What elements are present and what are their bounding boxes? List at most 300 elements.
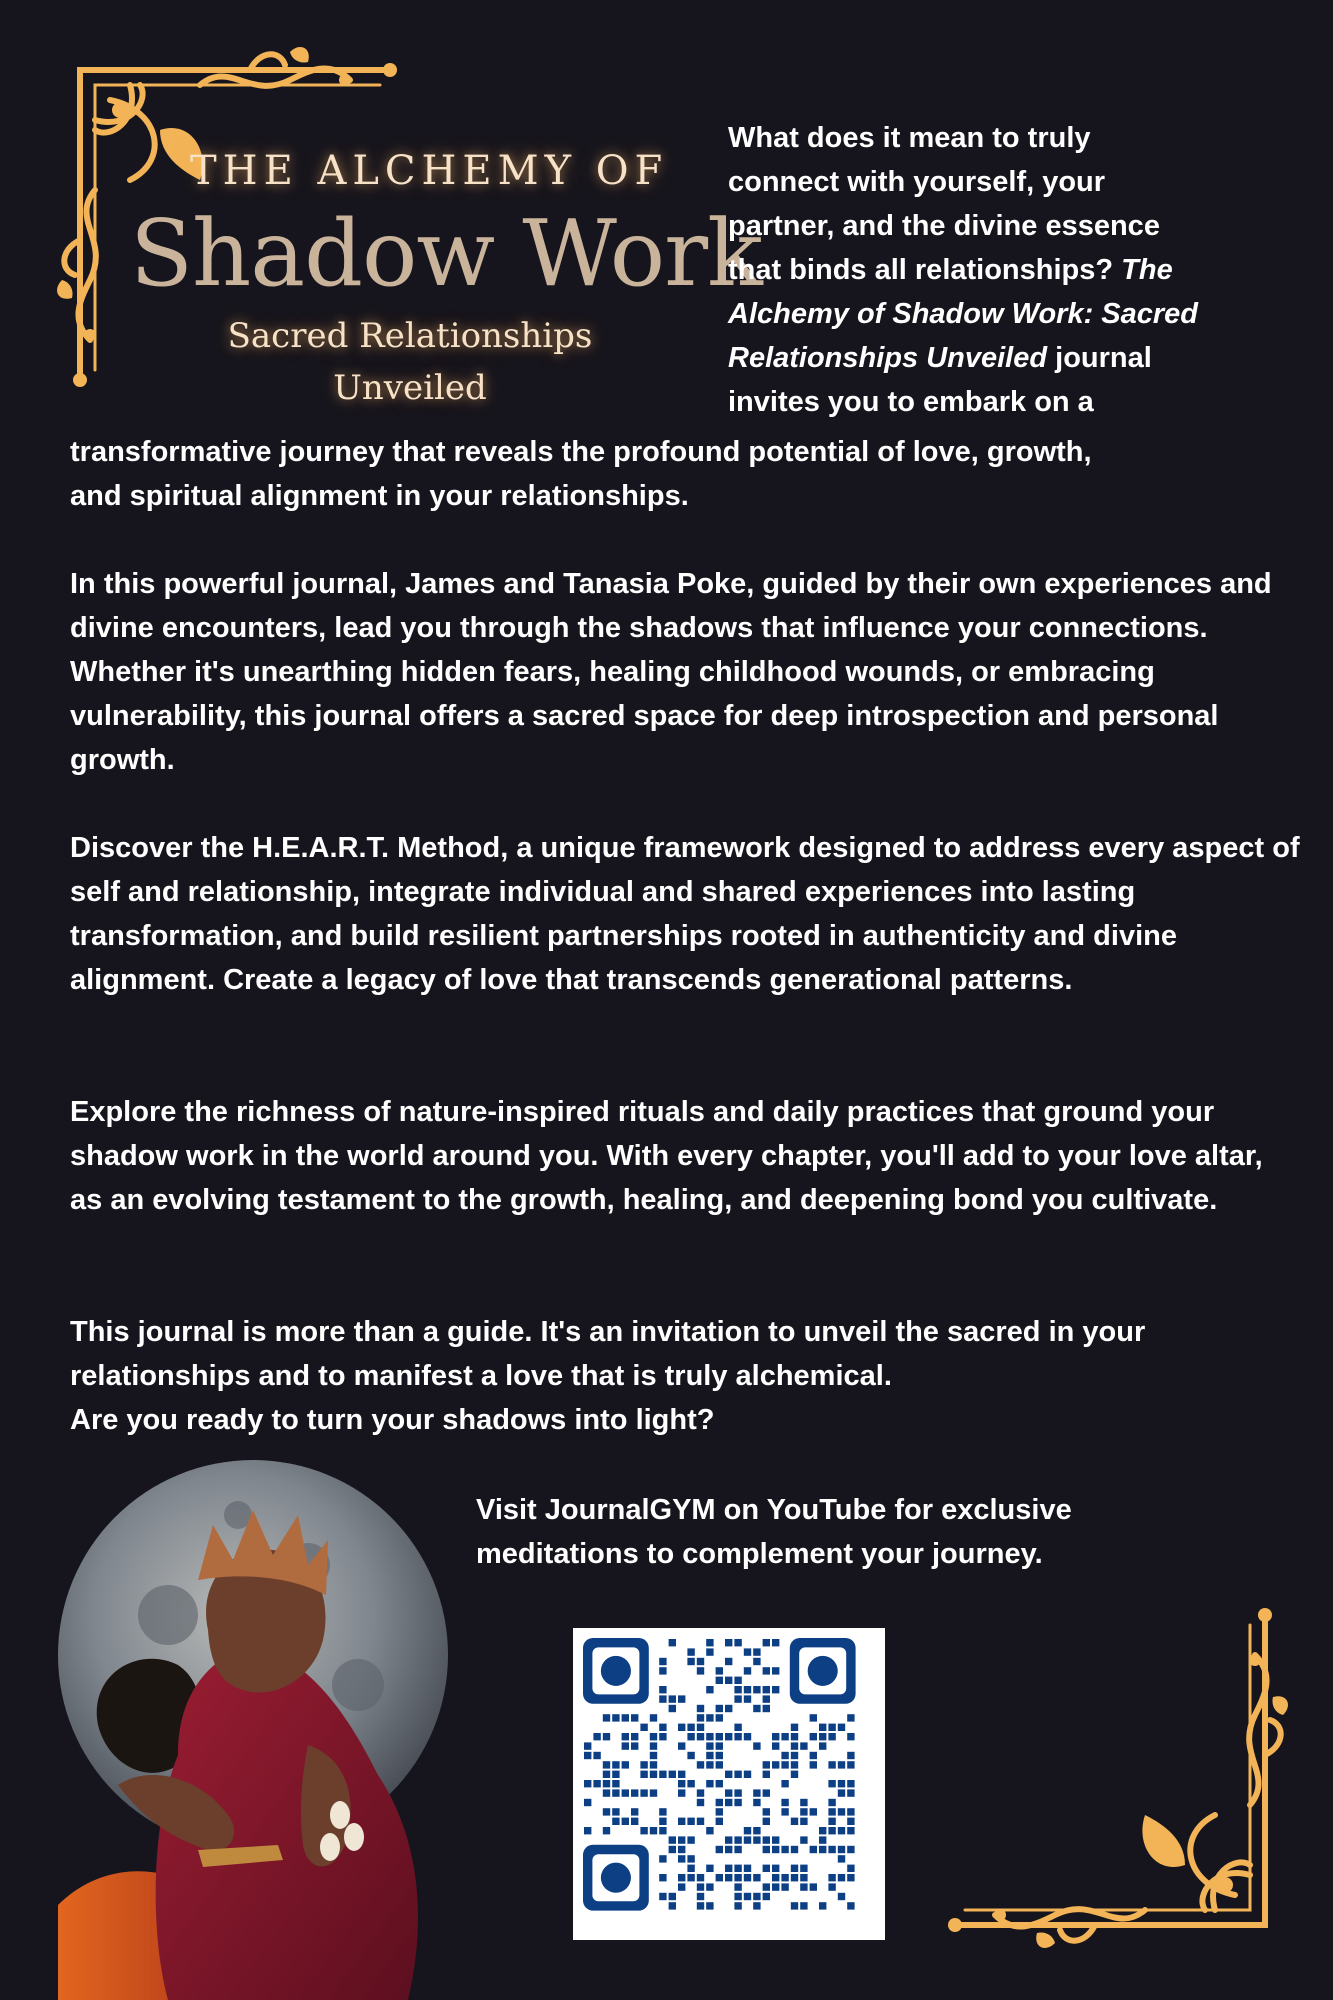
qr-module	[800, 1818, 807, 1825]
qr-module	[828, 1846, 835, 1853]
qr-module	[659, 1695, 666, 1702]
qr-module	[772, 1874, 779, 1881]
intro-line-6a: Relationships Unveiled	[728, 342, 1048, 374]
qr-module	[734, 1883, 741, 1890]
qr-module	[659, 1874, 666, 1881]
qr-module	[847, 1827, 854, 1834]
qr-module	[734, 1902, 741, 1909]
qr-module	[772, 1846, 779, 1853]
qr-module	[678, 1855, 685, 1862]
qr-module	[706, 1714, 713, 1721]
qr-module	[687, 1874, 694, 1881]
qr-module	[631, 1789, 638, 1796]
intro-line-4	[728, 248, 1288, 292]
visit-line-2: meditations to complement your journey.	[476, 1538, 1043, 1570]
qr-module	[838, 1874, 845, 1881]
qr-module	[781, 1780, 788, 1787]
qr-module	[687, 1733, 694, 1740]
qr-module	[640, 1771, 647, 1778]
qr-module	[753, 1705, 760, 1712]
qr-module	[791, 1865, 798, 1872]
qr-module	[763, 1818, 770, 1825]
qr-module	[603, 1733, 610, 1740]
qr-module	[659, 1808, 666, 1815]
qr-module	[669, 1705, 676, 1712]
qr-module	[706, 1827, 713, 1834]
qr-module	[847, 1752, 854, 1759]
qr-module	[725, 1733, 732, 1740]
intro-line-4b: The	[1121, 254, 1173, 286]
qr-module	[725, 1874, 732, 1881]
qr-module	[763, 1836, 770, 1843]
qr-module	[763, 1686, 770, 1693]
qr-module	[819, 1827, 826, 1834]
qr-code[interactable]	[573, 1628, 885, 1940]
qr-module	[640, 1789, 647, 1796]
qr-module	[763, 1667, 770, 1674]
qr-module	[772, 1836, 779, 1843]
qr-module	[744, 1865, 751, 1872]
qr-module	[612, 1780, 619, 1787]
qr-module	[697, 1705, 704, 1712]
qr-module	[612, 1771, 619, 1778]
qr-module	[781, 1874, 788, 1881]
title-block	[50, 40, 762, 410]
qr-module	[697, 1714, 704, 1721]
qr-module	[800, 1742, 807, 1749]
qr-module	[603, 1771, 610, 1778]
qr-module	[734, 1677, 741, 1684]
intro-right-text	[728, 116, 1288, 424]
qr-module	[800, 1883, 807, 1890]
qr-module	[772, 1883, 779, 1890]
qr-module	[678, 1818, 685, 1825]
qr-module	[725, 1799, 732, 1806]
qr-module	[772, 1686, 779, 1693]
qr-module	[584, 1827, 591, 1834]
qr-module	[584, 1799, 591, 1806]
qr-module	[753, 1648, 760, 1655]
qr-module	[763, 1639, 770, 1646]
qr-finder-dot	[601, 1656, 631, 1686]
qr-module	[781, 1846, 788, 1853]
qr-module	[781, 1752, 788, 1759]
qr-module	[716, 1733, 723, 1740]
qr-module	[744, 1836, 751, 1843]
qr-module	[659, 1893, 666, 1900]
qr-module	[716, 1808, 723, 1815]
qr-module	[725, 1771, 732, 1778]
qr-module	[706, 1742, 713, 1749]
qr-module	[734, 1639, 741, 1646]
intro-line-6b: journal	[1047, 342, 1152, 374]
qr-module	[603, 1761, 610, 1768]
qr-module	[772, 1667, 779, 1674]
qr-module	[753, 1658, 760, 1665]
qr-module	[697, 1902, 704, 1909]
qr-module	[697, 1893, 704, 1900]
qr-module	[734, 1733, 741, 1740]
qr-module	[640, 1761, 647, 1768]
qr-module	[744, 1686, 751, 1693]
qr-module	[716, 1818, 723, 1825]
qr-module	[603, 1789, 610, 1796]
qr-module	[847, 1874, 854, 1881]
intro-continued-text	[70, 430, 1290, 518]
qr-code-icon	[573, 1628, 885, 1940]
qr-module	[810, 1846, 817, 1853]
paragraph-2: Discover the H.E.A.R.T. Method, a unique framework designed to address every aspect of self and relationship, integrate individual and shared experiences into lasting transformation, and build resilient partnerships rooted in authenticity and divine alignment. Create a legacy of love that transcends generational patterns.	[70, 832, 1300, 996]
intro-line-7: invites you to embark on a	[728, 386, 1094, 418]
qr-module	[650, 1761, 657, 1768]
qr-module	[716, 1799, 723, 1806]
qr-module	[734, 1893, 741, 1900]
qr-module	[678, 1695, 685, 1702]
qr-module	[687, 1836, 694, 1843]
qr-module	[659, 1724, 666, 1731]
qr-module	[847, 1808, 854, 1815]
qr-module	[753, 1836, 760, 1843]
qr-module	[603, 1827, 610, 1834]
qr-module	[819, 1742, 826, 1749]
qr-module	[828, 1761, 835, 1768]
qr-module	[678, 1874, 685, 1881]
paragraph-4-question: Are you ready to turn your shadows into light?	[70, 1404, 715, 1436]
qr-module	[725, 1789, 732, 1796]
qr-module	[612, 1761, 619, 1768]
qr-module	[650, 1733, 657, 1740]
qr-module	[612, 1714, 619, 1721]
qr-module	[678, 1771, 685, 1778]
qr-module	[838, 1808, 845, 1815]
qr-module	[734, 1686, 741, 1693]
qr-module	[828, 1874, 835, 1881]
qr-module	[781, 1733, 788, 1740]
qr-module	[791, 1761, 798, 1768]
qr-module	[706, 1902, 713, 1909]
title-line-2: Shadow Work	[130, 200, 762, 307]
qr-module	[716, 1846, 723, 1853]
qr-module	[603, 1808, 610, 1815]
qr-module	[622, 1714, 629, 1721]
qr-module	[603, 1780, 610, 1787]
intro-line-4a: that binds all relationships?	[728, 254, 1122, 286]
qr-module	[716, 1752, 723, 1759]
qr-module	[593, 1780, 600, 1787]
qr-module	[819, 1724, 826, 1731]
qr-module	[716, 1874, 723, 1881]
qr-module	[669, 1902, 676, 1909]
qr-module	[819, 1836, 826, 1843]
qr-module	[584, 1752, 591, 1759]
paragraph-4	[70, 1310, 1300, 1442]
qr-module	[650, 1714, 657, 1721]
qr-module	[631, 1733, 638, 1740]
qr-module	[753, 1686, 760, 1693]
qr-module	[800, 1865, 807, 1872]
qr-module	[716, 1714, 723, 1721]
qr-module	[753, 1874, 760, 1881]
qr-module	[838, 1724, 845, 1731]
qr-module	[763, 1808, 770, 1815]
qr-module	[847, 1789, 854, 1796]
qr-module	[800, 1808, 807, 1815]
qr-module	[659, 1733, 666, 1740]
qr-module	[697, 1724, 704, 1731]
title-subtitle-line-1: Sacred Relationships	[227, 316, 593, 356]
qr-module	[791, 1724, 798, 1731]
qr-module	[659, 1818, 666, 1825]
qr-module	[800, 1902, 807, 1909]
intro-line-6	[728, 336, 1288, 380]
visit-line-1: Visit JournalGYM on YouTube for exclusive	[476, 1494, 1072, 1526]
qr-module	[659, 1686, 666, 1693]
qr-module	[706, 1648, 713, 1655]
qr-module	[828, 1883, 835, 1890]
qr-module	[706, 1733, 713, 1740]
qr-module	[669, 1836, 676, 1843]
qr-module	[763, 1771, 770, 1778]
qr-module	[753, 1893, 760, 1900]
qr-module	[763, 1893, 770, 1900]
qr-module	[791, 1902, 798, 1909]
qr-module	[622, 1733, 629, 1740]
qr-module	[781, 1799, 788, 1806]
qr-module	[810, 1714, 817, 1721]
paragraph-4-main: This journal is more than a guide. It's an invitation to unveil the sacred in your relationships and to manifest a love that is truly alchemical.	[70, 1316, 1146, 1392]
qr-module	[734, 1799, 741, 1806]
qr-module	[725, 1658, 732, 1665]
qr-module	[650, 1752, 657, 1759]
qr-module	[838, 1855, 845, 1862]
qr-module	[697, 1761, 704, 1768]
intro-line-5	[728, 292, 1288, 336]
qr-module	[697, 1799, 704, 1806]
qr-module	[669, 1639, 676, 1646]
qr-finder-dot	[601, 1863, 631, 1893]
qr-module	[716, 1761, 723, 1768]
qr-module	[687, 1752, 694, 1759]
qr-module	[734, 1846, 741, 1853]
qr-module	[678, 1846, 685, 1853]
qr-module	[612, 1789, 619, 1796]
title-line-1: THE ALCHEMY OF	[190, 148, 669, 194]
qr-module	[678, 1883, 685, 1890]
qr-module	[725, 1705, 732, 1712]
qr-module	[847, 1902, 854, 1909]
qr-module	[678, 1789, 685, 1796]
qr-module	[763, 1761, 770, 1768]
qr-module	[781, 1883, 788, 1890]
qr-module	[678, 1742, 685, 1749]
qr-module	[781, 1761, 788, 1768]
qr-module	[810, 1883, 817, 1890]
qr-module	[744, 1893, 751, 1900]
qr-module	[838, 1846, 845, 1853]
qr-module	[753, 1742, 760, 1749]
qr-module	[716, 1742, 723, 1749]
qr-module	[584, 1780, 591, 1787]
qr-module	[791, 1874, 798, 1881]
qr-module	[706, 1865, 713, 1872]
qr-module	[687, 1648, 694, 1655]
couple-moon-image	[58, 1455, 488, 2000]
qr-module	[763, 1695, 770, 1702]
qr-module	[640, 1827, 647, 1834]
qr-module	[800, 1836, 807, 1843]
qr-module	[631, 1742, 638, 1749]
qr-module	[650, 1789, 657, 1796]
qr-module	[706, 1752, 713, 1759]
qr-module	[706, 1686, 713, 1693]
qr-module	[697, 1874, 704, 1881]
qr-module	[697, 1883, 704, 1890]
qr-module	[763, 1865, 770, 1872]
qr-module	[669, 1893, 676, 1900]
qr-module	[593, 1752, 600, 1759]
intro-line-9: and spiritual alignment in your relationships.	[70, 480, 689, 512]
paragraph-3: Explore the richness of nature-inspired rituals and daily practices that ground your shadow work in the world around you. With every chapter, you'll add to your love altar, as an evolving testament to the growth, healing, and deepening bond you cultivate.	[70, 1096, 1263, 1216]
qr-module	[810, 1752, 817, 1759]
qr-module	[800, 1799, 807, 1806]
qr-module	[678, 1780, 685, 1787]
qr-module	[819, 1733, 826, 1740]
qr-module	[734, 1865, 741, 1872]
qr-module	[697, 1733, 704, 1740]
qr-module	[847, 1780, 854, 1787]
qr-module	[744, 1648, 751, 1655]
qr-module	[838, 1780, 845, 1787]
qr-module	[838, 1893, 845, 1900]
qr-module	[678, 1724, 685, 1731]
intro-line-2: connect with yourself, your	[728, 166, 1106, 198]
qr-module	[622, 1818, 629, 1825]
qr-module	[838, 1789, 845, 1796]
qr-module	[734, 1836, 741, 1843]
qr-module	[828, 1780, 835, 1787]
qr-module	[640, 1724, 647, 1731]
qr-module	[744, 1733, 751, 1740]
qr-module	[772, 1639, 779, 1646]
qr-module	[725, 1846, 732, 1853]
qr-module	[763, 1789, 770, 1796]
qr-module	[622, 1789, 629, 1796]
qr-module	[744, 1771, 751, 1778]
qr-module	[810, 1761, 817, 1768]
qr-module	[659, 1827, 666, 1834]
qr-module	[847, 1714, 854, 1721]
qr-module	[734, 1789, 741, 1796]
qr-module	[706, 1639, 713, 1646]
qr-module	[659, 1855, 666, 1862]
qr-module	[800, 1874, 807, 1881]
qr-module	[734, 1724, 741, 1731]
qr-module	[734, 1874, 741, 1881]
qr-module	[772, 1865, 779, 1872]
qr-module	[669, 1695, 676, 1702]
title-subtitle	[200, 310, 620, 414]
qr-module	[706, 1761, 713, 1768]
qr-module	[650, 1742, 657, 1749]
qr-module	[772, 1761, 779, 1768]
intro-line-3: partner, and the divine essence	[728, 210, 1160, 242]
qr-module	[763, 1883, 770, 1890]
qr-module	[847, 1865, 854, 1872]
intro-line-5-italic: Alchemy of Shadow Work: Sacred	[728, 298, 1199, 330]
qr-module	[622, 1742, 629, 1749]
qr-module	[828, 1733, 835, 1740]
qr-module	[697, 1658, 704, 1665]
qr-module	[659, 1667, 666, 1674]
ornate-corner-bottom-right-icon	[935, 1595, 1295, 1955]
qr-module	[744, 1667, 751, 1674]
qr-module	[687, 1865, 694, 1872]
title-subtitle-line-2: Unveiled	[333, 368, 487, 408]
qr-module	[612, 1818, 619, 1825]
qr-module	[669, 1846, 676, 1853]
qr-module	[650, 1771, 657, 1778]
qr-module	[687, 1855, 694, 1862]
paragraph-1: In this powerful journal, James and Tanasia Poke, guided by their own experiences and divine encounters, lead you through the shadows that influence your connections. Whether it's unearthing hidden fears, healing childhood wounds, or embracing vulnerability, this journal offers a sacred space for deep introspection and personal growth.	[70, 568, 1272, 776]
qr-module	[687, 1780, 694, 1787]
qr-module	[753, 1789, 760, 1796]
qr-module	[819, 1902, 826, 1909]
qr-module	[810, 1808, 817, 1815]
qr-module	[631, 1818, 638, 1825]
qr-module	[697, 1789, 704, 1796]
qr-module	[838, 1761, 845, 1768]
qr-module	[725, 1639, 732, 1646]
qr-module	[669, 1771, 676, 1778]
qr-module	[847, 1818, 854, 1825]
qr-module	[622, 1761, 629, 1768]
visit-text	[476, 1488, 1196, 1576]
qr-module	[753, 1799, 760, 1806]
qr-module	[706, 1883, 713, 1890]
qr-module	[603, 1714, 610, 1721]
qr-module	[725, 1865, 732, 1872]
qr-module	[791, 1846, 798, 1853]
qr-module	[791, 1733, 798, 1740]
qr-module	[828, 1724, 835, 1731]
qr-module	[847, 1846, 854, 1853]
qr-module	[687, 1818, 694, 1825]
qr-module	[612, 1808, 619, 1815]
qr-module	[734, 1771, 741, 1778]
qr-module	[584, 1742, 591, 1749]
qr-module	[716, 1677, 723, 1684]
qr-module	[828, 1827, 835, 1834]
qr-module	[631, 1714, 638, 1721]
qr-module	[819, 1846, 826, 1853]
qr-module	[734, 1695, 741, 1702]
qr-module	[659, 1771, 666, 1778]
qr-module	[763, 1846, 770, 1853]
qr-finder-dot	[808, 1656, 838, 1686]
qr-module	[659, 1658, 666, 1665]
qr-module	[744, 1874, 751, 1881]
qr-module	[772, 1742, 779, 1749]
intro-line-8: transformative journey that reveals the profound potential of love, growth,	[70, 436, 1092, 468]
qr-module	[716, 1780, 723, 1787]
qr-module	[753, 1827, 760, 1834]
qr-module	[791, 1818, 798, 1825]
qr-module	[697, 1818, 704, 1825]
qr-module	[847, 1761, 854, 1768]
qr-module	[847, 1733, 854, 1740]
qr-module	[828, 1808, 835, 1815]
qr-module	[838, 1827, 845, 1834]
